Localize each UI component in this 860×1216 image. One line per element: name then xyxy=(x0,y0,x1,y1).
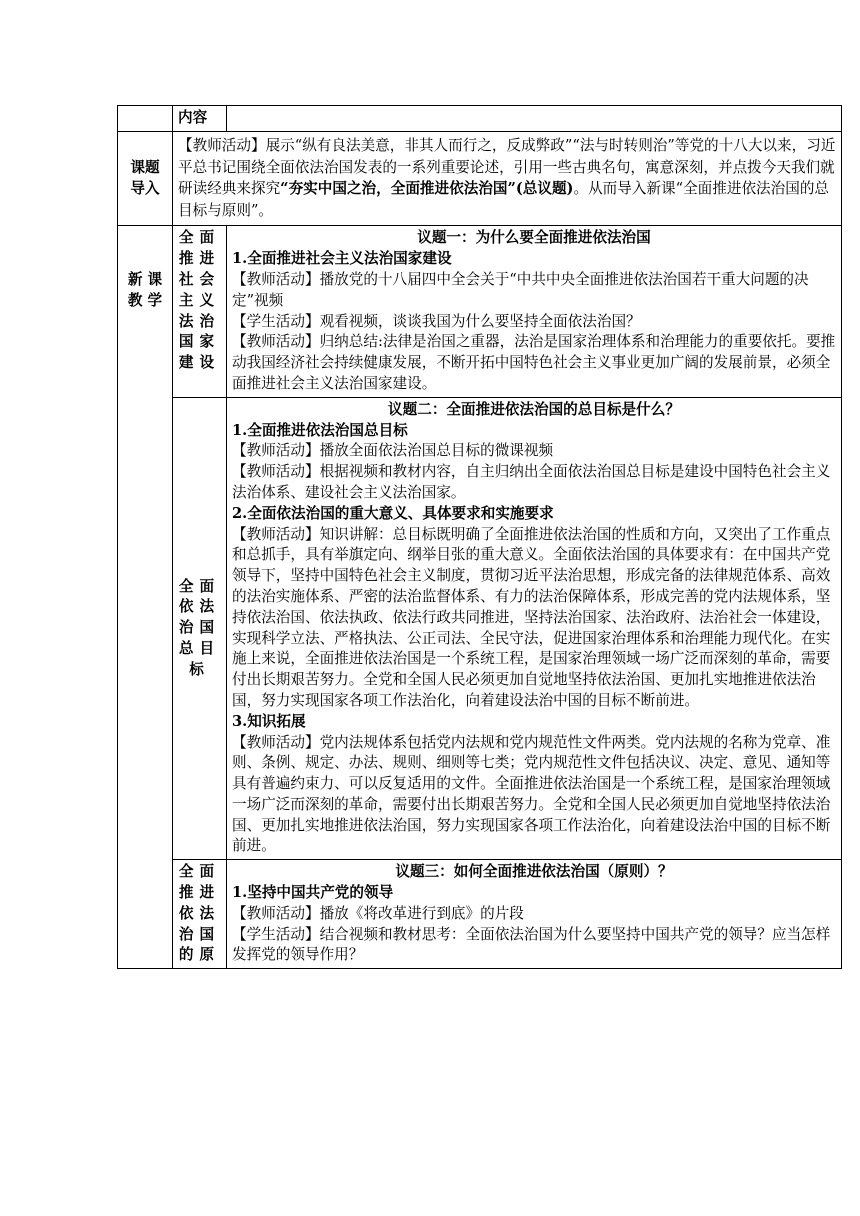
section1-title: 议题一：为什么要全面推进依法治国 xyxy=(417,229,651,247)
sub-label-line: 总目 xyxy=(178,639,221,657)
section2-para-3: 【教师活动】知识讲解：总目标既明确了全面推进依法治国的性质和方向，又突出了工作重点和总抓手，具有举旗定向、纲举目张的重大意义。全面依法治国的具体要求有：在中国共产党领导下，坚持中国特色社会主义制度，贯彻习近平法治思想，形成完备的法律规范体系、高效的法治实施体系、严密的法治监督体系、有力的法治保障体系，形成完善的党内法规体系，坚持依法治国、依法执政、依法行政共同推进，坚持法治国家、法治政府、法治社会一体建设，实现科学立法、严格执法、公正司法、全民守法，促进国家治理体系和治理能力现代化。在实施上来说，全面推进依法治国是一个系统工程，是国家治理领域一场广泛而深刻的革命，需要付出长期艰苦努力。全党和全国人民必须更加自觉地坚持依法治国、更加扎实地推进依法治国，努力实现国家各项工作法治化，向着建设法治中国的目标不断前进。 xyxy=(232,525,831,709)
section3-row xyxy=(118,860,842,969)
section1-heading: 1.全面推进社会主义法治国家建设 xyxy=(232,250,452,268)
section2-para-2: 【教师活动】根据视频和教材内容，自主归纳出全面依法治国总目标是建设中国特色社会主义法治体系、建设社会主义法治国家。 xyxy=(232,463,831,501)
sub-label-line: 标 xyxy=(189,660,210,678)
sub-label-line: 全面 xyxy=(178,229,221,247)
section2-row xyxy=(118,397,842,860)
intro-text-before: 【教师活动】展示“纵有良法美意，非其人而行之，反成弊政”“法与时转则治”等党的十八大以来，习近平总书记围绕全面依法治国发表的一系列重要论述，引用一些古典名句，寓意深刻，并点拨今天我们就研读经典来探究 xyxy=(178,137,836,198)
sub-label-line: 依法 xyxy=(178,904,221,922)
section3-content xyxy=(227,860,842,969)
section3-title: 议题三：如何全面推进依法治国（原则）？ xyxy=(395,863,673,881)
section1-row xyxy=(118,226,842,397)
section1-para: 【学生活动】观看视频，谈谈我国为什么要坚持全面依法治国？ xyxy=(232,312,641,330)
section2-heading-2: 2.全面依法治国的重大意义、具体要求和实施要求 xyxy=(232,504,554,522)
section3-sub-label xyxy=(173,860,227,969)
new-lesson-label-line: 新 课 xyxy=(127,271,163,289)
section3-heading-1: 1.坚持中国共产党的领导 xyxy=(232,884,394,902)
lesson-plan-table xyxy=(117,105,842,969)
header-row xyxy=(118,106,842,132)
sub-label-line: 治国 xyxy=(178,619,221,637)
sub-label-line: 法治 xyxy=(178,312,221,330)
section2-para-4: 【教师活动】党内法规体系包括党内法规和党内规范性文件两类。党内法规的名称为党章、准则、条例、规定、办法、规则、细则等七类；党内规范性文件包括决议、决定、意见、通知等具有普遍约束力、可以反复适用的文件。全面推进依法治国是一个系统工程，是国家治理领域一场广泛而深刻的革命，需要付出长期艰苦努力。全党和全国人民必须更加自觉地坚持依法治国、更加扎实地推进依法治国，努力实现国家各项工作法治化，向着建设法治中国的目标不断前进。 xyxy=(232,733,831,855)
content-header-label: 内容 xyxy=(173,106,227,132)
intro-label-line: 课题 xyxy=(130,158,160,176)
sub-label-line: 社会 xyxy=(178,270,221,288)
section2-heading-1: 1.全面推进依法治国总目标 xyxy=(232,421,408,439)
section1-sub-label xyxy=(173,226,227,397)
new-lesson-label xyxy=(118,226,173,969)
section1-content xyxy=(227,226,842,397)
sub-label-line: 依法 xyxy=(178,598,221,616)
section2-title: 议题二：全面推进依法治国的总目标是什么？ xyxy=(388,400,680,418)
intro-label-line: 导入 xyxy=(130,179,160,197)
section2-sub-label xyxy=(173,397,227,860)
intro-row xyxy=(118,132,842,226)
sub-label-line: 建设 xyxy=(178,354,221,372)
header-empty-cell xyxy=(118,106,173,132)
intro-text-after: 。从而导入新课“全面推进依法治国的总目标与原则”。 xyxy=(178,180,830,219)
section2-content xyxy=(227,397,842,860)
section2-para-1: 【教师活动】播放全面依法治国总目标的微课视频 xyxy=(232,442,554,460)
section3-para-2: 【学生活动】结合视频和教材思考：全面依法治国为什么要坚持中国共产党的领导？应当怎样发挥党的领导作用？ xyxy=(232,925,831,964)
section2-heading-3: 3.知识拓展 xyxy=(232,712,306,730)
sub-label-line: 国家 xyxy=(178,333,221,351)
sub-label-line: 推进 xyxy=(178,250,221,268)
section3-para-1: 【教师活动】播放《将改革进行到底》的片段 xyxy=(232,904,524,922)
sub-label-line: 治国 xyxy=(178,925,221,943)
sub-label-line: 推进 xyxy=(178,884,221,902)
sub-label-line: 的原 xyxy=(178,946,221,964)
sub-label-line: 主义 xyxy=(178,291,221,309)
intro-label xyxy=(118,132,173,226)
sub-label-line: 全面 xyxy=(178,863,221,881)
sub-label-line: 全面 xyxy=(178,577,221,595)
new-lesson-label-line: 教 学 xyxy=(127,292,163,310)
intro-text-bold: “夯实中国之治，全面推进依法治国”(总议题) xyxy=(280,180,574,198)
section1-para: 【教师活动】归纳总结:法律是治国之重器，法治是国家治理体系和治理能力的重要依托。要推动我国经济社会持续健康发展，不断开拓中国特色社会主义事业更加广阔的发展前景，必须全面推进社会主义法治国家建设。 xyxy=(232,333,836,392)
header-empty-cell-2 xyxy=(227,106,842,132)
intro-content xyxy=(173,132,842,226)
section1-para: 【教师活动】播放党的十八届四中全会关于“中共中央全面推进依法治国若干重大问题的决定”视频 xyxy=(232,270,809,309)
